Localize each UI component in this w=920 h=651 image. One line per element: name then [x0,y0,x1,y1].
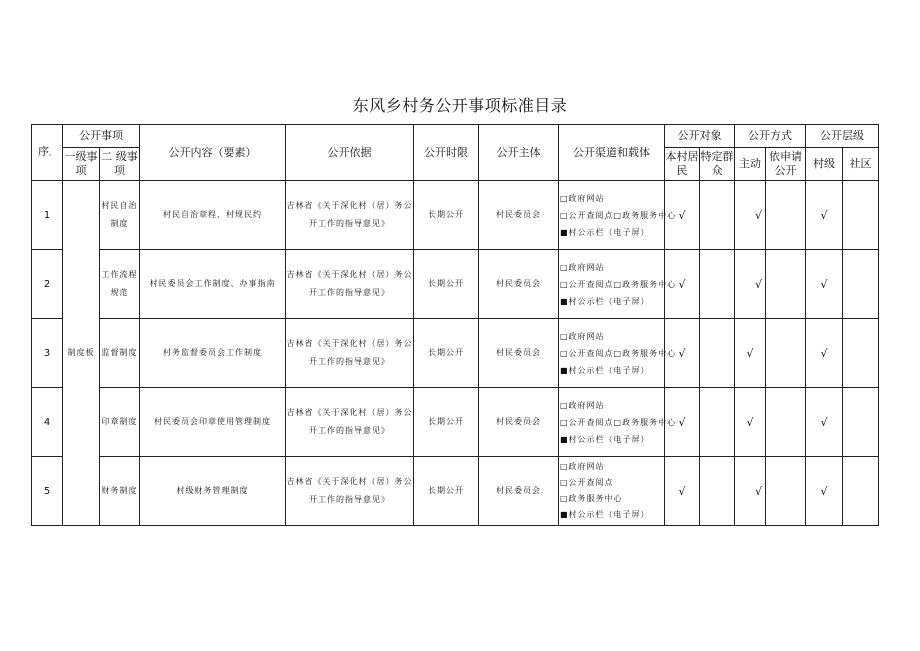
subject-cell: 村民委员会 [479,457,559,526]
check-request [766,250,806,319]
check-village: √ [806,181,843,250]
table-row [32,457,879,526]
level2-cell: 工作流程规范 [100,250,140,319]
header-mode-active: 主动 [735,148,766,181]
channel-item: □公开查阅点□政务服务中心 [560,417,677,427]
check-villagers: √ [665,388,700,457]
subject-cell: 村民委员会 [479,388,559,457]
page-title: 东风乡村务公开事项标准目录 [352,96,568,115]
check-specific [700,319,735,388]
basis-cell: 吉林省《关于深化村（居）务公开工作的指导意见》 [286,250,414,319]
channel-item: □政府网站 [560,400,605,410]
check-villagers: √ [665,319,700,388]
table-row [32,250,879,319]
subject-cell: 村民委员会 [479,181,559,250]
channel-item: □政府网站 [560,193,605,203]
time-cell: 长期公开 [414,388,479,457]
check-specific [700,250,735,319]
content-cell: 村民委员会印章使用管理制度 [140,388,286,457]
check-active: √ [735,181,766,250]
header-target-specific: 特定群众 [700,148,735,181]
time-cell: 长期公开 [414,250,479,319]
header-content: 公开内容（要素） [140,125,286,181]
header-target-group: 公开对象 [665,125,735,148]
level1-cell: 制度板 [63,181,100,526]
channel-item: □公开查阅点 [560,478,614,487]
header-level2: 二 级事项 [100,148,140,181]
level2-cell: 村民自治制度 [100,181,140,250]
channel-item: ■村公示栏（电子屏） [560,510,650,519]
check-community [843,250,879,319]
header-mode-group: 公开方式 [735,125,806,148]
check-specific [700,457,735,526]
catalog-table [31,124,879,526]
table-row [32,319,879,388]
check-community [843,181,879,250]
header-mode-request: 依申请公开 [766,148,806,181]
channel-item: ■村公示栏（电子屏） [560,296,650,306]
check-villagers: √ [665,181,700,250]
time-cell: 长期公开 [414,319,479,388]
check-specific [700,181,735,250]
header-level-community: 社区 [843,148,879,181]
content-cell: 村民委员会工作制度、办事指南 [140,250,286,319]
level2-cell: 印章制度 [100,388,140,457]
channel-cell [559,181,677,250]
header-channel: 公开渠道和载体 [559,125,665,181]
channel-item: □政务服务中心 [560,494,623,503]
basis-cell: 吉林省《关于深化村（居）务公开工作的指导意见》 [286,457,414,526]
level2-cell: 监督制度 [100,319,140,388]
content-cell: 村务监督委员会工作制度 [140,319,286,388]
basis-cell: 吉林省《关于深化村（居）务公开工作的指导意见》 [286,388,414,457]
channel-item: □公开查阅点□政务服务中心 [560,279,677,289]
header-basis: 公开依据 [286,125,414,181]
check-request [766,181,806,250]
row-number: 2 [32,250,63,319]
channel-item: □政府网站 [560,331,605,341]
channel-item: □政府网站 [560,462,605,471]
table-row [32,388,879,457]
row-number: 3 [32,319,63,388]
table-row [32,181,879,250]
row-number: 1 [32,181,63,250]
row-number: 4 [32,388,63,457]
check-active: √ [735,319,766,388]
header-level1: 一级事项 [63,148,100,181]
header-time: 公开时限 [414,125,479,181]
check-specific [700,388,735,457]
header-target-villagers: 本村居民 [665,148,700,181]
check-request [766,388,806,457]
check-active: √ [735,457,766,526]
check-request [766,457,806,526]
header-level-village: 村级 [806,148,843,181]
check-community [843,319,879,388]
header-level-group: 公开层级 [806,125,879,148]
channel-cell [559,457,665,526]
check-village: √ [806,319,843,388]
channel-item: □公开查阅点□政务服务中心 [560,210,677,220]
row-number: 5 [32,457,63,526]
check-village: √ [806,457,843,526]
header-subject: 公开主体 [479,125,559,181]
content-cell: 村民自治章程、村规民约 [140,181,286,250]
channel-item: □政府网站 [560,262,605,272]
check-request [766,319,806,388]
check-community [843,388,879,457]
content-cell: 村级财务管理制度 [140,457,286,526]
header-seq: 序。 [32,125,63,181]
channel-item: ■村公示栏（电子屏） [560,227,650,237]
header-item-group: 公开事项 [63,125,140,148]
channel-item: ■村公示栏（电子屏） [560,365,650,375]
check-village: √ [806,250,843,319]
time-cell: 长期公开 [414,457,479,526]
level2-cell: 财务制度 [100,457,140,526]
header-row-1 [32,125,879,148]
channel-cell [559,250,677,319]
check-village: √ [806,388,843,457]
channel-item: ■村公示栏（电子屏） [560,434,650,444]
basis-cell: 吉林省《关于深化村（居）务公开工作的指导意见》 [286,181,414,250]
subject-cell: 村民委员会 [479,319,559,388]
channel-cell [559,388,677,457]
check-community [843,457,879,526]
check-villagers: √ [665,250,700,319]
check-active: √ [735,388,766,457]
channel-item: □公开查阅点□政务服务中心 [560,348,677,358]
basis-cell: 吉林省《关于深化村（居）务公开工作的指导意见》 [286,319,414,388]
subject-cell: 村民委员会 [479,250,559,319]
check-villagers: √ [665,457,700,526]
check-active: √ [735,250,766,319]
channel-cell [559,319,677,388]
time-cell: 长期公开 [414,181,479,250]
